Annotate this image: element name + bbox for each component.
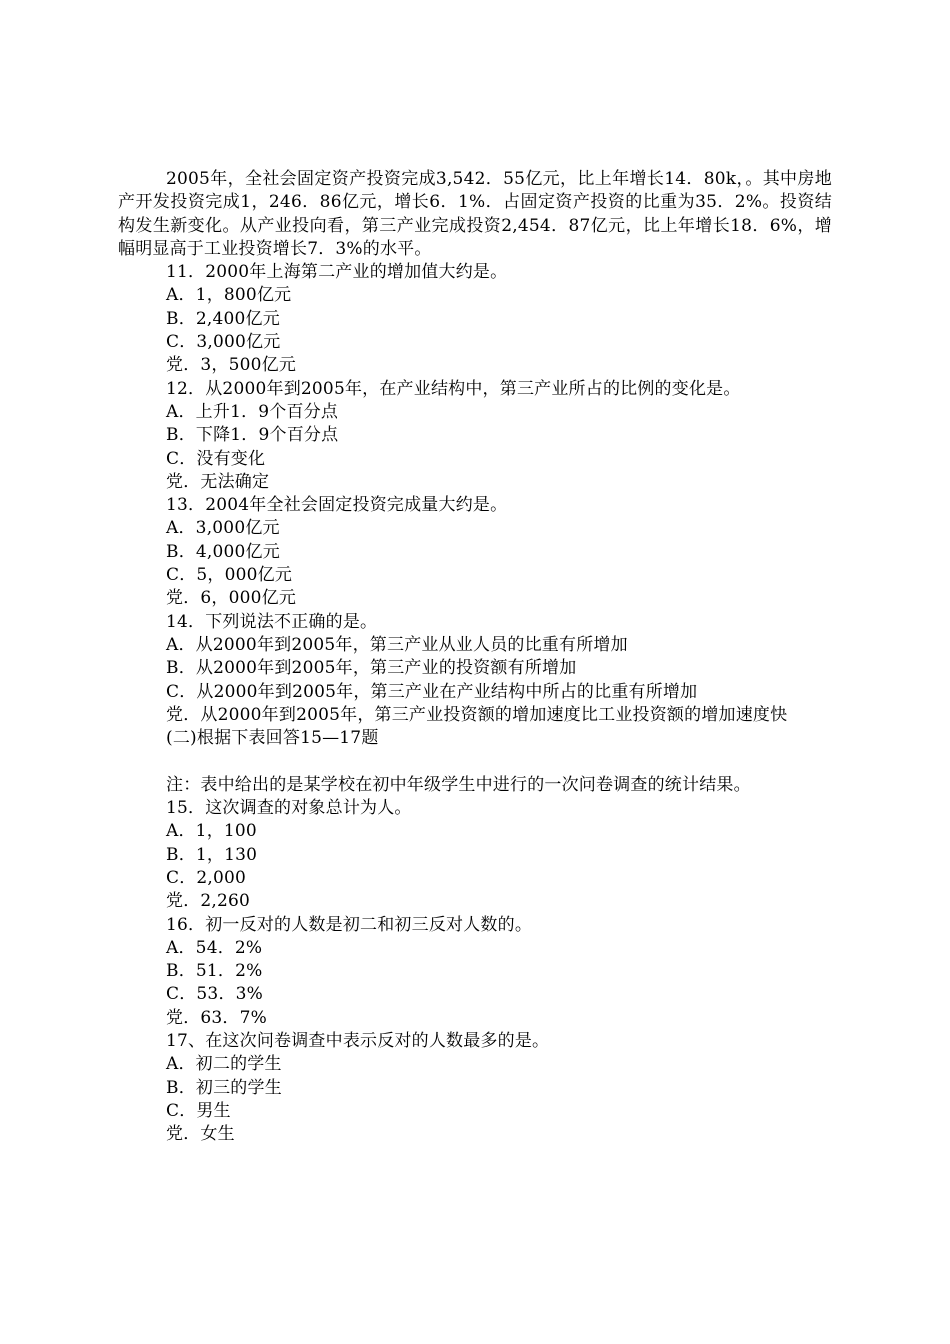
question-12-option-d: 党．无法确定 <box>166 471 270 492</box>
question-17-option-c: C．男生 <box>166 1100 231 1121</box>
question-17-option-b: B．初三的学生 <box>166 1077 282 1098</box>
question-11-option-b: B．2,400亿元 <box>166 308 280 329</box>
document-body <box>118 168 832 1146</box>
question-17-stem: 17、在这次问卷调查中表示反对的人数最多的是。 <box>166 1030 550 1051</box>
question-16-option-d: 党．63．7% <box>166 1007 268 1028</box>
question-12-option-c: C．没有变化 <box>166 448 266 469</box>
table-note: 注：表中给出的是某学校在初中年级学生中进行的一次问卷调查的统计结果。 <box>166 774 751 795</box>
question-15-option-b: B．1，130 <box>166 844 258 865</box>
question-15-option-a: A．1，100 <box>166 821 257 842</box>
question-16-option-b: B．51．2% <box>166 961 263 982</box>
question-14-stem: 14．下列说法不正确的是。 <box>166 611 378 632</box>
question-13-option-a: A．3,000亿元 <box>166 518 280 539</box>
question-16-stem: 16．初一反对的人数是初二和初三反对人数的。 <box>166 914 533 935</box>
question-12-stem: 12．从2000年到2005年，在产业结构中，第三产业所占的比例的变化是。 <box>166 378 741 399</box>
question-11-option-c: C．3,000亿元 <box>166 332 281 353</box>
section-2-heading: (二)根据下表回答15—17题 <box>166 728 379 749</box>
question-11-stem: 11．2000年上海第二产业的增加值大约是。 <box>166 262 508 283</box>
question-14-option-a: A．从2000年到2005年，第三产业从业人员的比重有所增加 <box>166 634 628 655</box>
question-13-stem: 13．2004年全社会固定投资完成量大约是。 <box>166 495 508 516</box>
question-14-option-c: C．从2000年到2005年，第三产业在产业结构中所占的比重有所增加 <box>166 681 698 702</box>
question-15-option-d: 党．2,260 <box>166 891 251 912</box>
question-16-option-a: A．54．2% <box>166 937 263 958</box>
question-15-option-c: C．2,000 <box>166 867 247 888</box>
intro-paragraph: 2005年，全社会固定资产投资完成3,542．55亿元，比上年增长14．80k，。其中房地产开发投资完成1，246．86亿元，增长6．1%．占固定资产投资的比重为35．2%。投资结构发生新变化。从产业投向看，第三产业完成投资2,454．87亿元，比上年增长18．6%，增幅明显高于工业投资增长7．3%的水平。 <box>118 169 832 259</box>
question-12-option-b: B．下降1．9个百分点 <box>166 425 339 446</box>
question-17-option-d: 党．女生 <box>166 1124 235 1145</box>
question-15-stem: 15．这次调查的对象总计为人。 <box>166 798 412 819</box>
table-placeholder-gap <box>118 750 832 773</box>
question-17-option-a: A．初二的学生 <box>166 1054 282 1075</box>
question-13-option-c: C．5，000亿元 <box>166 565 293 586</box>
question-13-option-b: B．4,000亿元 <box>166 541 280 562</box>
question-14-option-d: 党．从2000年到2005年，第三产业投资额的增加速度比工业投资额的增加速度快 <box>166 704 788 725</box>
question-13-option-d: 党．6，000亿元 <box>166 588 297 609</box>
question-14-option-b: B．从2000年到2005年，第三产业的投资额有所增加 <box>166 658 577 679</box>
question-16-option-c: C．53．3% <box>166 984 264 1005</box>
question-11-option-d: 党．3，500亿元 <box>166 355 297 376</box>
question-11-option-a: A．1，800亿元 <box>166 285 292 306</box>
question-12-option-a: A．上升1．9个百分点 <box>166 401 339 422</box>
